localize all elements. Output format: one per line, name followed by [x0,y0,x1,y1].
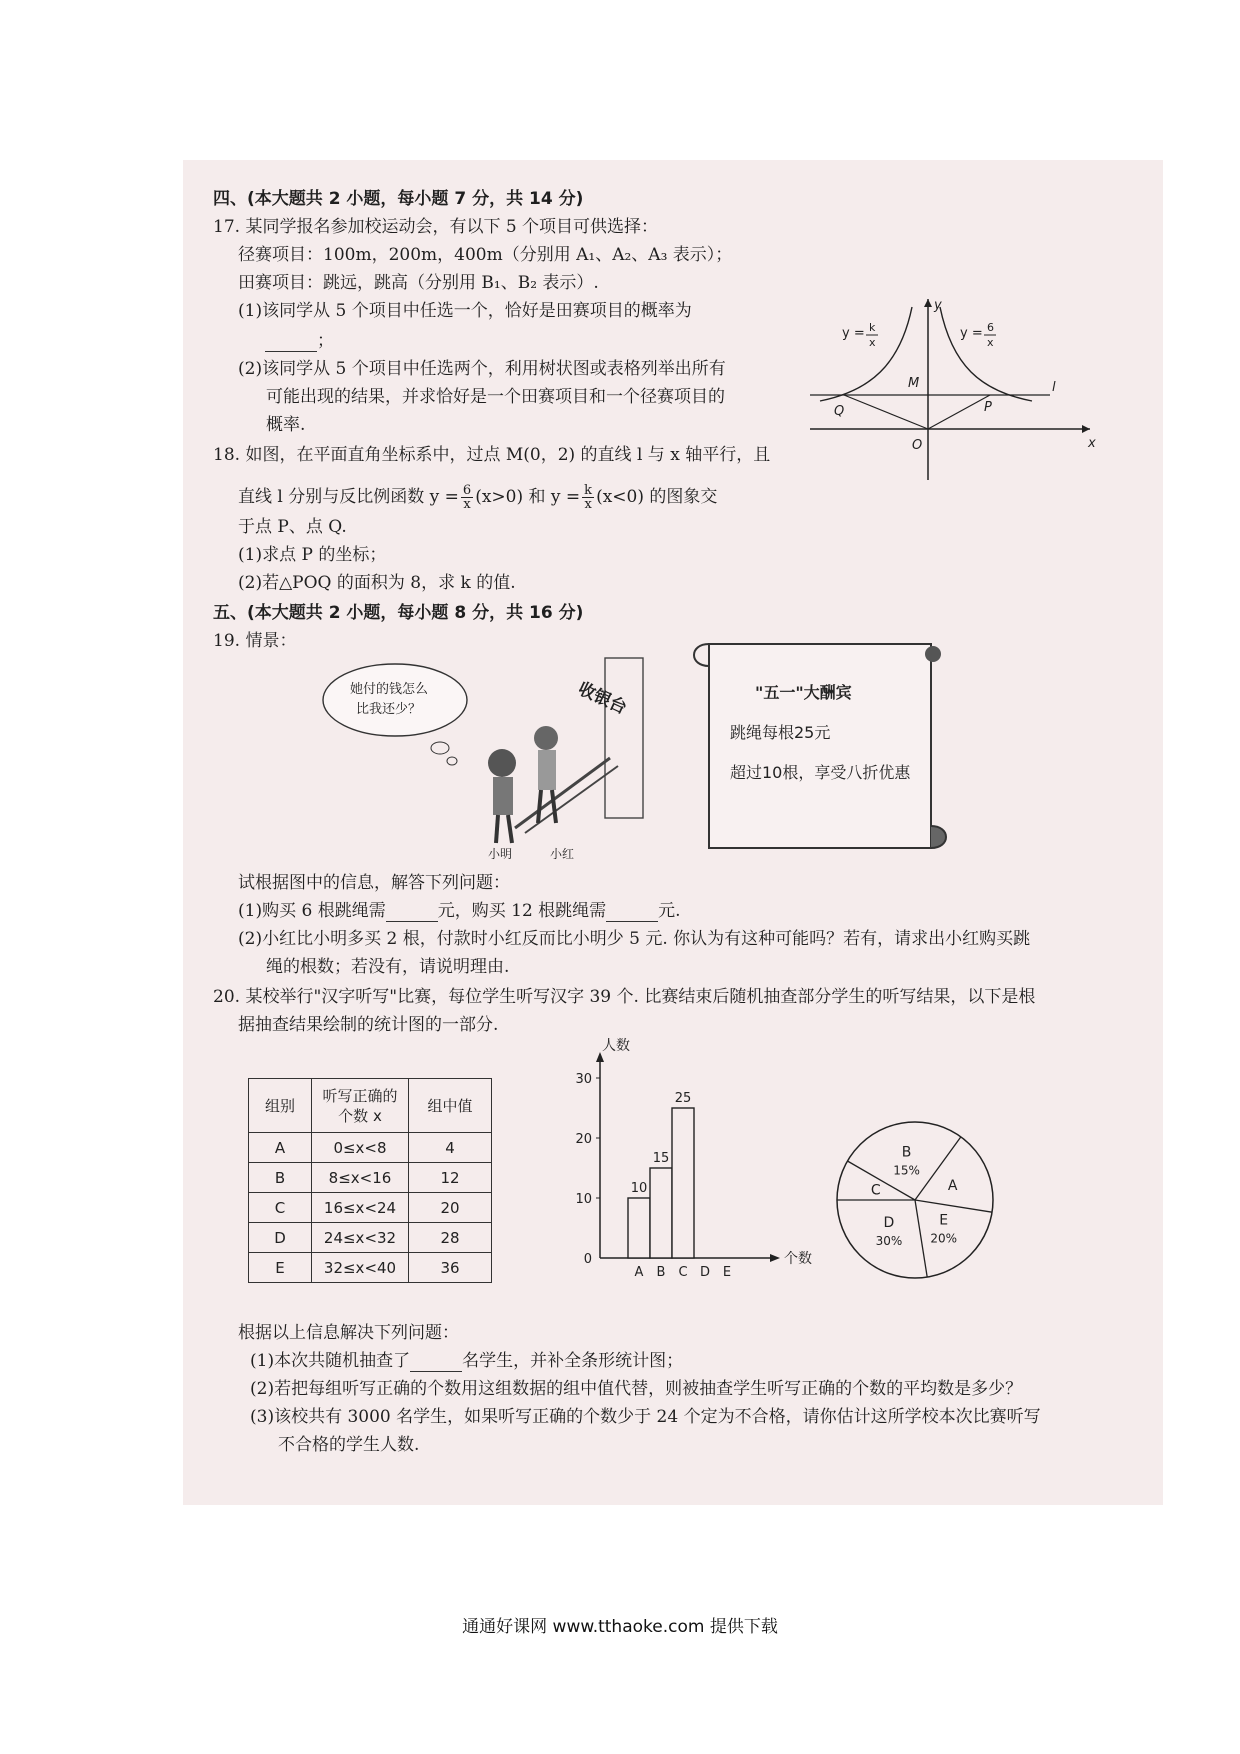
point-Q-label: Q [834,404,845,419]
pie-slice-percent: 20% [930,1231,958,1246]
q18-line1: 18. 如图，在平面直角坐标系中，过点 M(0，2) 的直线 l 与 x 轴平行，且 [213,445,771,465]
table-row: A 0≤x<8 4 [249,1133,492,1163]
q19-ask: 试根据图中的信息，解答下列问题： [238,873,510,893]
q17-part2-line3: 概率. [266,415,306,435]
bar-value-label: 25 [674,1091,692,1106]
q20-ask: 根据以上信息解决下列问题： [238,1323,459,1343]
svg-text:k: k [869,321,876,334]
bar-A [628,1198,650,1258]
q20-part1: (1)本次共随机抽查了 名学生，并补全条形统计图； [250,1351,684,1371]
bar-value-label: 10 [630,1181,648,1196]
q19-head: 19. 情景： [213,631,297,651]
footer-credit: 通通好课网 www.tthaoke.com 提供下载 [462,1617,778,1637]
speech-bubble-line2: 比我还少？ [356,702,422,717]
th-range: 听写正确的 个数 x [312,1079,409,1133]
q17-field: 田赛项目：跳远，跳高（分别用 B₁、B₂ 表示）. [238,273,599,293]
x-tick-label: A [634,1265,644,1280]
pie-slice-label-B: B [901,1144,912,1161]
q19-part1: (1)购买 6 根跳绳需 元，购买 12 根跳绳需 元. [238,901,681,921]
bar-C [672,1108,694,1258]
label-right-func: y = [960,326,983,341]
q20-part3-line1: (3)该校共有 3000 名学生，如果听写正确的个数少于 24 个定为不合格，请你估计这所学校本次比赛听写 [250,1407,1041,1427]
q17-track: 径赛项目：100m，200m，400m（分别用 A₁、A₂、A₃ 表示）； [238,245,733,265]
pie-slice-label-A: A [947,1177,958,1194]
q20-line2: 据抽查结果绘制的统计图的一部分. [238,1015,499,1035]
pie-slice-label-D: D [883,1215,895,1232]
bar-B [650,1168,672,1258]
fraction-6-over-x: $\frac{6}{x}$ [462,483,472,512]
pie-slice-percent: 15% [893,1163,920,1178]
q17-part2-line1: (2)该同学从 5 个项目中任选两个，利用树状图或表格列举出所有 [238,359,726,379]
origin-label: O [912,438,923,453]
q17-part2-line2: 可能出现的结果，并求恰好是一个田赛项目和一个径赛项目的 [266,387,725,407]
label-xiaoming: 小明 [488,847,513,861]
svg-text:x: x [987,336,994,349]
hyperbola-graph [800,295,1100,485]
q18-part2: (2)若△POQ 的面积为 8，求 k 的值. [238,573,516,593]
promo-discount: 超过10根，享受八折优惠 [730,763,911,782]
promotion-scroll [685,636,955,856]
svg-text:6: 6 [987,321,994,334]
x-axis-label: 个数 [784,1251,812,1267]
table-row: D 24≤x<32 28 [249,1223,492,1253]
point-P-label: P [984,400,992,415]
th-mid: 组中值 [409,1079,492,1133]
point-M-label: M [908,376,920,391]
pie-slice-label-C: C [870,1182,881,1199]
cashier-sign: 收银台 [574,678,630,719]
q18-line2: 直线 l 分别与反比例函数 y = $\frac{6}{x}$ (x>0) 和 y = $\frac{k}{x}$ (x<0) 的图象交 [238,483,718,512]
q17-stem: 17. 某同学报名参加校运动会，有以下 5 个项目可供选择： [213,217,659,237]
bar-value-label: 15 [652,1151,670,1166]
pie-chart [830,1115,1000,1285]
q19-part2-line2: 绳的根数；若没有，请说明理由. [266,957,510,977]
q19-part2-line1: (2)小红比小明多买 2 根，付款时小红反而比小明少 5 元. 你认为有这种可能吗？若有，请求出小红购买跳 [238,929,1031,949]
x-tick-label: E [722,1265,732,1280]
q20-part2: (2)若把每组听写正确的个数用这组数据的组中值代替，则被抽查学生听写正确的个数的平均数是多少？ [250,1379,1023,1399]
th-group: 组别 [249,1079,312,1133]
table-row: C 16≤x<24 20 [249,1193,492,1223]
q17-part1-blank: ； [265,330,334,352]
xiaoming-figure [488,749,516,777]
svg-text:x: x [1088,436,1096,451]
svg-text:y: y [934,298,942,313]
pie-slice-label-E: E [939,1212,949,1229]
x-tick-label: D [699,1265,711,1280]
pie-slice-percent: 30% [875,1234,903,1249]
q19-scene-illustration [300,648,690,861]
xiaohong-figure [534,726,558,750]
q20-line1: 20. 某校举行"汉字听写"比赛，每位学生听写汉字 39 个. 比赛结束后随机抽查部分学生的听写结果，以下是根 [213,987,1036,1007]
table-row: E 32≤x<40 36 [249,1253,492,1283]
table-row: B 8≤x<16 12 [249,1163,492,1193]
promo-price: 跳绳每根25元 [730,723,831,742]
svg-text:x: x [869,336,876,349]
section-5-title: 五、(本大题共 2 小题，每小题 8 分，共 16 分) [213,603,584,623]
promo-title: "五一"大酬宾 [755,683,852,702]
x-tick-label: B [656,1265,666,1280]
fraction-k-over-x: $\frac{k}{x}$ [584,483,593,512]
q17-part1: (1)该同学从 5 个项目中任选一个，恰好是田赛项目的概率为 [238,301,692,321]
y-tick-label: 0 [583,1252,592,1267]
x-tick-label: C [678,1265,688,1280]
y-tick-label: 20 [575,1132,592,1147]
y-tick-label: 10 [575,1192,592,1207]
line-l-label: l [1052,380,1056,395]
q18-part1: (1)求点 P 的坐标； [238,545,387,565]
section-4-title: 四、(本大题共 2 小题，每小题 7 分，共 14 分) [213,189,584,209]
bar-chart [560,1040,860,1300]
label-xiaohong: 小红 [550,847,575,861]
y-axis-label: 人数 [602,1038,630,1054]
y-tick-label: 30 [575,1072,592,1087]
q18-line3: 于点 P、点 Q. [238,517,347,537]
q20-part3-line2: 不合格的学生人数. [278,1435,420,1455]
label-left-func: y = [842,326,865,341]
group-table [248,1078,492,1283]
speech-bubble-line1: 她付的钱怎么 [350,682,429,697]
